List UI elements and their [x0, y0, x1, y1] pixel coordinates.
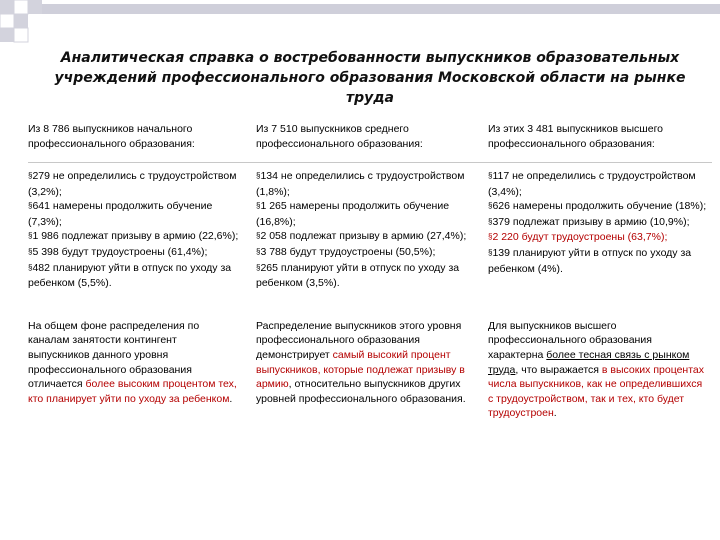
summary-accent: в высоких процентах числа выпускников, как не определившихся с трудоустройством, так и тех, кто будет трудоустроен — [488, 363, 705, 420]
bullet-item: § 117 не определились с трудоустройством (3,4%); — [488, 169, 708, 199]
header-primary: Из 8 786 выпускников начального профессионального образования: — [28, 122, 244, 163]
bullet-item: § 5 398 будут трудоустроены (61,4%); — [28, 245, 240, 261]
bullet-item: § 626 намерены продолжить обучение (18%); — [488, 199, 708, 215]
summary-higher — [474, 319, 712, 421]
bullet-item: § 379 подлежат призыву в армию (10,9%); — [488, 215, 708, 231]
summary-row — [28, 319, 712, 421]
bullet-item: § 641 намерены продолжить обучение (7,3%); — [28, 199, 240, 229]
bullet-item: § 279 не определились с трудоустройством (3,2%); — [28, 169, 240, 199]
bullet-item: § 139 планируют уйти в отпуск по уходу за ребенком (4%). — [488, 246, 708, 276]
summary-secondary — [244, 319, 474, 421]
bullet-item: § 2 058 подлежат призыву в армию (27,4%); — [256, 229, 470, 245]
summary-text: На общем фоне распределения по каналам занятости контингент выпускников данного уровня профессионального образования отличается — [28, 319, 200, 391]
graduates-table — [28, 122, 712, 421]
bullet-item: § 482 планируют уйти в отпуск по уходу за ребенком (5,5%). — [28, 261, 240, 291]
summary-text: Распределение выпускников этого уровня профессионального образования демонстрирует — [256, 319, 462, 361]
header-row — [28, 122, 712, 163]
summary-underlined: более тесная связь с рынком труда — [488, 348, 690, 376]
summary-end: . — [553, 407, 557, 420]
bullets-row — [28, 169, 712, 291]
summary-accent: более высоким процентом тех, кто планирует уйти по уходу за ребенком — [28, 378, 237, 405]
summary-primary — [28, 319, 244, 421]
summary-end: . — [229, 392, 233, 405]
summary-text: Для выпускников высшего профессионального образования характерна — [488, 319, 652, 361]
bullet-item-highlight: § 2 220 будут трудоустроены (63,7%); — [488, 230, 708, 246]
title-line-1: Аналитическая справка о востребованности выпускников образовательных — [60, 50, 680, 66]
bullet-item: § 3 788 будут трудоустроены (50,5%); — [256, 245, 470, 261]
bullet-item: § 1 265 намерены продолжить обучение (16,8%); — [256, 199, 470, 229]
title-line-2: учреждений профессионального образования Московской области на рынке — [54, 70, 686, 86]
page-title — [40, 48, 700, 108]
bullets-secondary — [244, 169, 474, 291]
bullet-item: § 134 не определились с трудоустройством (1,8%); — [256, 169, 470, 199]
summary-mid: , что выражается — [515, 363, 602, 376]
header-secondary: Из 7 510 выпускников среднего профессионального образования: — [244, 122, 474, 163]
bullets-higher — [474, 169, 712, 291]
bullet-item: § 265 планируют уйти в отпуск по уходу за ребенком (3,5%). — [256, 261, 470, 291]
summary-accent: самый высокий процент выпускников, которые подлежат призыву в армию — [256, 348, 465, 391]
header-higher: Из этих 3 481 выпускников высшего профессионального образования: — [474, 122, 712, 163]
title-line-3: труда — [345, 90, 394, 106]
bullets-primary — [28, 169, 244, 291]
summary-end: , относительно выпускников других уровней профессионального образования. — [256, 378, 466, 405]
bullet-item: § 1 986 подлежат призыву в армию (22,6%); — [28, 229, 240, 245]
